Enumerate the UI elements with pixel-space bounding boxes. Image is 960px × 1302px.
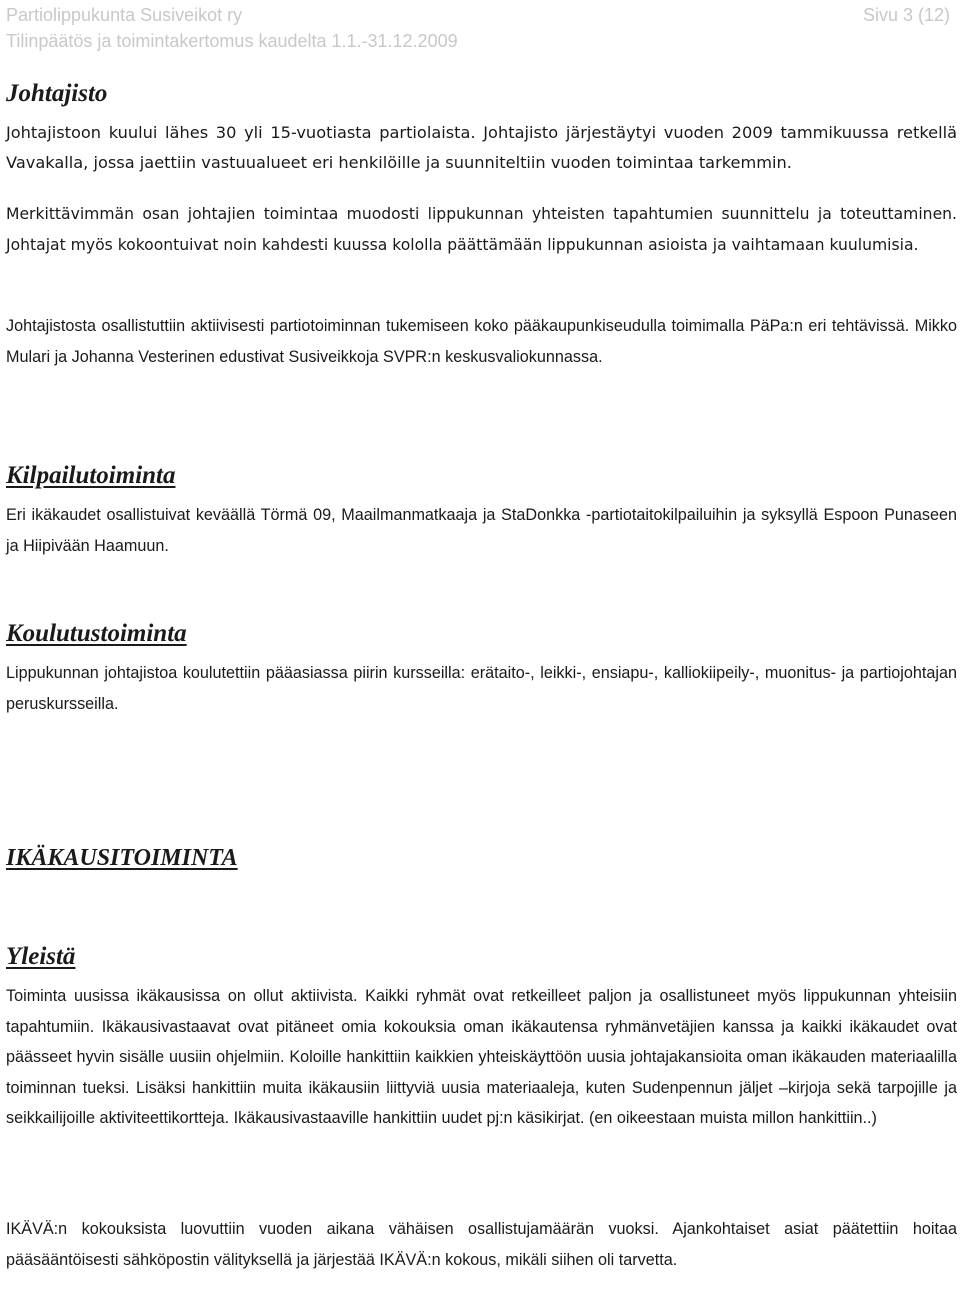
paragraph-yleista-2: IKÄVÄ:n kokouksista luovuttiin vuoden aikana vähäisen osallistujamäärän vuoksi. Ajankohtaiset asiat päätettiin hoitaa pääsääntöisesti sähköpostin välityksellä ja järjestää IKÄVÄ:n kokous, mikäli siihen oli tarvetta. xyxy=(6,1220,957,1269)
section-heading-kilpailutoiminta: Kilpailutoiminta xyxy=(6,462,176,489)
section-heading-ikakausitoiminta: IKÄKAUSITOIMINTA xyxy=(6,845,238,871)
paragraph-koulutustoiminta: Lippukunnan johtajistoa koulutettiin pääasiassa piirin kursseilla: erätaito-, leikki-, ensiapu-, kalliokiipeily-, muonitus- ja partiojohtajan peruskursseilla. xyxy=(6,664,957,713)
page-header xyxy=(6,2,458,54)
section-heading-yleista: Yleistä xyxy=(6,943,76,970)
organization-name: Partiolippukunta Susiveikot ry xyxy=(6,5,243,25)
section-heading-johtajisto: Johtajisto xyxy=(6,80,108,107)
section-heading-koulutustoiminta: Koulutustoiminta xyxy=(6,620,187,647)
report-title: Tilinpäätös ja toimintakertomus kaudelta 1.1.-31.12.2009 xyxy=(6,31,458,51)
paragraph-johtajisto-2: Merkittävimmän osan johtajien toimintaa muodosti lippukunnan yhteisten tapahtumien suunnittelu ja toteuttaminen. Johtajat myös kokoontuivat noin kahdesti kuussa kololla päättämään lippukunnan asioista ja vaihtamaan kuulumisia. xyxy=(6,205,957,254)
paragraph-johtajisto-3: Johtajistosta osallistuttiin aktiivisesti partiotoiminnan tukemiseen koko pääkaupunkiseudulla toimimalla PäPa:n eri tehtävissä. Mikko Mulari ja Johanna Vesterinen edustivat Susiveikkoja SVPR:n keskusvaliokunnassa. xyxy=(6,317,957,366)
page-number: Sivu 3 (12) xyxy=(862,5,950,25)
paragraph-kilpailutoiminta: Eri ikäkaudet osallistuivat keväällä Törmä 09, Maailmanmatkaaja ja StaDonkka -partiotaitokilpailuihin ja syksyllä Espoon Punaseen ja Hiipivään Haamuun. xyxy=(6,506,957,555)
paragraph-johtajisto-1: Johtajistoon kuului lähes 30 yli 15-vuotiasta partiolaista. Johtajisto järjestäytyi vuoden 2009 tammikuussa retkellä Vavakalla, jossa jaettiin vastuualueet eri henkilöille ja suunniteltiin vuoden toimintaa tarkemmin. xyxy=(6,123,957,172)
paragraph-yleista-1: Toiminta uusissa ikäkausissa on ollut aktiivista. Kaikki ryhmät ovat retkeilleet paljon ja osallistuneet myös lippukunnan yhteisiin tapahtumiin. Ikäkausivastaavat ovat pitäneet omia kokouksia oman ikäkautensa ryhmänvetäjien kanssa ja kaikki ikäkaudet ovat päässeet hyvin sisälle uusiin ohjelmiin. Koloille hankittiin kaikkien yhteiskäyttöön uusia johtajakansioita oman ikäkauden materiaalilla toiminnan tueksi. Lisäksi hankittiin muita ikäkausiin liittyviä uusia materiaaleja, kuten Sudenpennun jäljet –kirjoja sekä tarpojille ja seikkailijoille aktiviteettikortteja. Ikäkausivastaaville hankittiin uudet pj:n käsikirjat. (en oikeestaan muista millon hankittiin..) xyxy=(6,987,957,1127)
